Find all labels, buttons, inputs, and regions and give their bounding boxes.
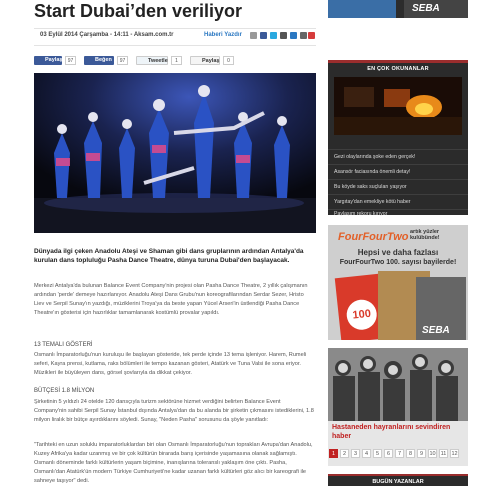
- tweet-label: Tweetle: [148, 58, 168, 64]
- slider-page-button[interactable]: 10: [429, 451, 436, 457]
- slider-page-button[interactable]: 1: [329, 449, 338, 458]
- slider-page-button[interactable]: 5: [373, 449, 382, 458]
- slider-page-button[interactable]: 11: [440, 451, 447, 457]
- ff-subheadline: FourFourTwo 100. sayısı bayilerde!: [339, 259, 457, 266]
- google-plus-icon[interactable]: [308, 32, 315, 39]
- article-paragraph: Merkezi Antalya'da bulunan Balance Event Company'nin projesi olan Pasha Dance Theatre, 2 yıllık çalışmanın ardından 'perde' demeye hazırlanıyor. Anadolu Ateşi Dans Grubu'nun koreografilarından Serdar Sezer, Hristo Liev ve Serpil Sunay'ın yazdığı, müziklerini Troya'ya da beste yapan Yücel Arseri'in üstlendiği Pasha Dance Theatre'ın gösterisi için hazırlıklar tamamlanarak kostümlü provalar yapıldı.: [34, 283, 308, 316]
- font-size-icon[interactable]: [250, 32, 257, 39]
- like-count: 97: [117, 56, 128, 65]
- most-read-item[interactable]: Asansör faciasında önemli detay!: [328, 164, 468, 179]
- slider-page-button[interactable]: 12: [451, 451, 458, 457]
- facebook-share-count: 97: [65, 56, 76, 65]
- ad-text: SEBA: [404, 0, 468, 18]
- fire-scene-illustration: [334, 77, 462, 135]
- share-icon[interactable]: [280, 32, 287, 39]
- facebook-icon[interactable]: [260, 32, 267, 39]
- tweet-count: 1: [171, 56, 182, 65]
- google-plus-share-label: Paylaş: [202, 58, 220, 64]
- google-plus-share-button[interactable]: [190, 56, 220, 65]
- print-icon[interactable]: [300, 32, 307, 39]
- article-paragraph: Şirketinin 5 yıldızlı 24 otelde 120 dansçıyla turizm sektörüne hizmet verdiğini belirten Balance Event Company'nin sahibi Serpil Sunay İstanbul dışında Antalya'dan da bu alanda bir şirketin çıkmasını istediklerini, 1.8 milyon liralık bir bütçe ayırdıklarını söyledi. Sunay, "Neden Pasha" sorusunu da şöyle yanıtladı:: [34, 399, 314, 423]
- ff-tagline: artık yüzler kulübünde!: [410, 229, 440, 241]
- ff-headline: Hepsi ve daha fazlası: [357, 248, 439, 257]
- article-title: Start Dubai’den veriliyor: [34, 1, 243, 21]
- like-label: Beğen: [95, 57, 112, 63]
- article-lead: Dünyada ilgi çeken Anadolu Ateşi ve Shaman gibi dans gruplarının ardından Antalya'da kurulan dans topluluğu Pasha Dance Theatre, dünya turuna Dubai'den başlayacak.: [34, 248, 304, 264]
- authors-header: BUGÜN YAZANLAR: [328, 474, 468, 486]
- email-icon[interactable]: [290, 32, 297, 39]
- slider-page-button[interactable]: 9: [417, 449, 426, 458]
- top-advertisement[interactable]: [328, 0, 468, 18]
- fourfourtwo-logo: FourFourTwo: [338, 231, 409, 243]
- slider-page-button[interactable]: 3: [351, 449, 360, 458]
- magazine-cover-text: SEBA: [422, 325, 450, 336]
- most-read-item[interactable]: Paylaşım rekoru kırıyor: [328, 209, 468, 218]
- article-date: 03 Eylül 2014 Çarşamba - 14:11 - Aksam.com.tr: [40, 32, 174, 38]
- most-read-item[interactable]: Yargıtay'dan emekliye kötü haber: [328, 194, 468, 209]
- ad-image: [328, 0, 396, 18]
- slider-page-button[interactable]: 8: [406, 449, 415, 458]
- slider-page-button[interactable]: 2: [340, 449, 349, 458]
- google-plus-share-count: 0: [223, 56, 234, 65]
- slider-page-button[interactable]: 6: [384, 449, 393, 458]
- article-photo: [34, 73, 316, 233]
- like-button[interactable]: [84, 56, 114, 65]
- most-read-item[interactable]: Gezi olaylarında şoke eden gerçek!: [328, 149, 468, 164]
- news-slider-headline[interactable]: Hastaneden hayranlarını sevindiren haber: [332, 424, 451, 440]
- print-news-link[interactable]: Haberi Yazdır: [204, 32, 242, 38]
- most-read-title: EN ÇOK OKUNANLAR: [367, 66, 429, 72]
- most-read-featured-image[interactable]: [334, 77, 462, 135]
- crowd-photo-illustration: [328, 348, 468, 421]
- article-paragraph: Osmanlı İmparatorluğu'nun kuruluşu ile başlayan gösteride, tek perde içinde 13 tema işleniyor. Harem, Rumeli seferi, Kayra prensi, kutlama, raks bölümleri ile tempo kazanan gösteri, Atatürk ve Tuna Valsi ile sona eriyor. Müzikleri ile büyüleyen dans, görsel şovlarıyla da dikkat çekiyor.: [34, 352, 307, 376]
- most-read-panel: [328, 60, 468, 215]
- news-slider-image[interactable]: [328, 348, 468, 421]
- slider-page-button[interactable]: 4: [362, 449, 371, 458]
- slider-page-button[interactable]: 7: [395, 449, 404, 458]
- twitter-icon[interactable]: [270, 32, 277, 39]
- article-paragraph: "Tarihteki en uzun soluklu imparatorluklardan biri olan Osmanlı İmparatorluğu'nun toprakları Avrupa'dan Anadolu, Kuzey Afrika'ya kadar uzanmış ve bir çok kültürün birarada barış içerisinde yaşamasına olanak sağlamıştı. Osmanlı döneminde farklı kültürlerin yaşam biçimine, inanışlarına toleranslı yaklaşım öne çıktı. Pasha, Osmanlı'dan Atatürk'ün modern Türkiye Cumhuriyeti'ne kadar uzanan farklı kültürleri göz alıcı bir kareografi ile sahneye taşıyor" dedi.: [34, 442, 313, 484]
- dance-stage-illustration: [34, 73, 316, 233]
- article-subheading: BÜTÇESİ 1.8 MİLYON: [34, 388, 95, 394]
- article-meta-bar: [34, 28, 316, 46]
- facebook-share-button[interactable]: [34, 56, 62, 65]
- most-read-item[interactable]: Bu köyde saks suçluları yaşıyor: [328, 179, 468, 194]
- news-slider: [328, 348, 468, 466]
- tweet-button[interactable]: [136, 56, 168, 65]
- facebook-share-label: Paylaş: [45, 57, 63, 63]
- article-subheading: 13 TEMALI GÖSTERİ: [34, 342, 93, 348]
- magazine-cover: [416, 277, 466, 340]
- issue-badge: 100: [345, 298, 378, 331]
- fourfourtwo-advertisement[interactable]: [328, 225, 468, 340]
